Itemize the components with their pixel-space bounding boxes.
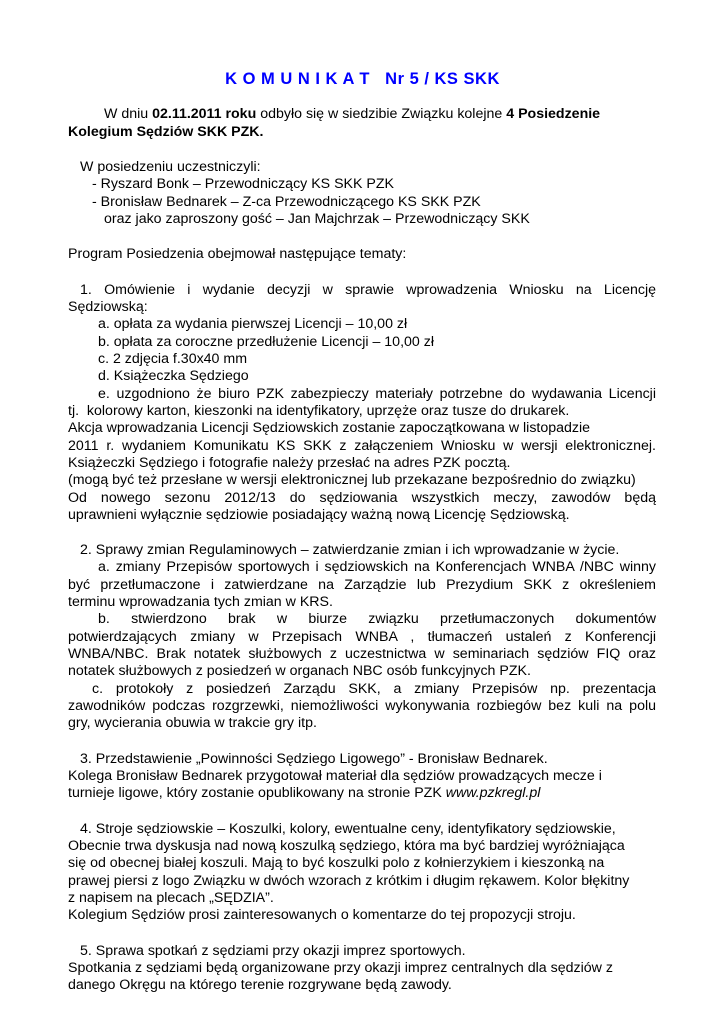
- section-1-item-e-cont: tj. kolorowy karton, kieszonki na identyfikatory, uprzęże oraz tusze do drukarek.: [68, 403, 570, 419]
- section-4-text-2: się od obecnej białej koszuli. Mają to być koszulki polo z kołnierzykiem i kieszonką na: [68, 855, 605, 871]
- attendees-heading: W posiedzeniu uczestniczyli:: [80, 159, 261, 175]
- section-3-text-2a: turnieje ligowe, który zostanie opublikowany na stronie PZK: [68, 785, 446, 801]
- pzk-website-link[interactable]: www.pzkregl.pl: [445, 785, 541, 801]
- intro-text-a: W dniu: [104, 106, 153, 122]
- section-1-item-d: d. Książeczka Sędziego: [98, 368, 249, 384]
- section-1-text-1: Akcja wprowadzania Licencji Sędziowskich zostanie zapoczątkowana w listopadzie: [68, 420, 591, 436]
- intro-text-b: odbyło się w siedzibie Związku kolejne: [256, 106, 507, 122]
- section-1-heading: 1. Omówienie i wydanie decyzji w sprawie wprowadzenia Wniosku na Licencję: [80, 282, 656, 298]
- section-2-item-a-2: być przetłumaczone i zatwierdzane na Zarządzie lub Prezydium SKK z określeniem: [68, 577, 656, 593]
- section-5-text-2: danego Okręgu na którego terenie rozgrywane będą zawody.: [68, 977, 452, 993]
- intro-line-1: [104, 106, 600, 123]
- section-4-text-5: Kolegium Sędziów prosi zainteresowanych o komentarze do tej propozycji stroju.: [68, 907, 576, 923]
- section-4-text-4: z napisem na plecach „SĘDZIA”.: [68, 890, 274, 906]
- section-3-text-1: Kolega Bronisław Bednarek przygotował materiał dla sędziów prowadzących mecze i: [68, 768, 602, 784]
- section-1-text-6: uprawnieni wyłącznie sędziowie posiadający ważną nową Licencję Sędziowską.: [68, 507, 570, 523]
- meeting-date: 02.11.2011 roku: [152, 106, 257, 122]
- intro-body-name: Kolegium Sędziów SKK PZK.: [68, 124, 264, 140]
- section-1-item-e: e. uzgodniono że biuro PZK zabezpieczy materiały potrzebne do wydawania Licencji: [98, 386, 656, 402]
- section-1-text-2: 2011 r. wydaniem Komunikatu KS SKK z załączeniem Wniosku w wersji elektronicznej.: [68, 438, 656, 454]
- document-title: K O M U N I K A T Nr 5 / KS SKK: [225, 70, 500, 88]
- section-2-item-b-3: WNBA/NBC. Brak notatek służbowych z uczestnictwa w seminariach sędziów FIQ oraz: [68, 646, 656, 662]
- section-3-heading: 3. Przedstawienie „Powinności Sędziego Ligowego” - Bronisław Bednarek.: [80, 751, 548, 767]
- section-5-text-1: Spotkania z sędziami będą organizowane przy okazji imprez centralnych dla sędziów z: [68, 960, 613, 976]
- program-heading: Program Posiedzenia obejmował następujące tematy:: [68, 246, 407, 262]
- section-2-item-a-1: a. zmiany Przepisów sportowych i sędziowskich na Konferencjach WNBA /NBC winny: [98, 559, 656, 575]
- section-4-text-3: prawej piersi z logo Związku w dwóch wzorach z krótkim i długim rękawem. Kolor błękitny: [68, 873, 630, 889]
- section-4-text-1: Obecnie trwa dyskusja nad nową koszulką sędziego, która ma być bardziej wyróżniająca: [68, 838, 625, 854]
- section-2-item-c-2: zawodników podczas rozgrzewki, niemożliwości wykonywania rozbiegów bez kuli na polu: [68, 698, 656, 714]
- section-4-heading: 4. Stroje sędziowskie – Koszulki, kolory, ewentualne ceny, identyfikatory sędziowskie,: [80, 821, 616, 837]
- section-1-item-b: b. opłata za coroczne przedłużenie Licencji – 10,00 zł: [98, 334, 434, 350]
- section-1-item-a: a. opłata za wydania pierwszej Licencji – 10,00 zł: [98, 316, 408, 332]
- section-1-text-5: Od nowego sezonu 2012/13 do sędziowania wszystkich meczy, zawodów będą: [68, 490, 656, 506]
- section-3-text-2: [68, 785, 540, 802]
- section-2-item-c-3: gry, wycierania obuwia w trakcie gry itp.: [68, 715, 317, 731]
- meeting-name: 4 Posiedzenie: [506, 106, 601, 122]
- section-2-item-c-1: c. protokoły z posiedzeń Zarządu SKK, a zmiany Przepisów np. prezentacja: [92, 681, 656, 697]
- intro-line-2: [68, 124, 264, 141]
- attendee-1: - Ryszard Bonk – Przewodniczący KS SKK PZK: [92, 176, 394, 192]
- section-1-text-4: (mogą być też przesłane w wersji elektronicznej lub przekazane bezpośrednio do związku): [68, 472, 636, 488]
- section-5-heading: 5. Sprawa spotkań z sędziami przy okazji imprez sportowych.: [80, 943, 466, 959]
- section-2-item-a-3: terminu wprowadzania tych zmian w KRS.: [68, 594, 333, 610]
- section-2-item-b-2: potwierdzających zmiany w Przepisach WNBA , tłumaczeń ustaleń z Konferencji: [68, 629, 656, 645]
- attendee-2: - Bronisław Bednarek – Z-ca Przewodniczącego KS SKK PZK: [92, 194, 481, 210]
- section-1-heading-cont: Sędziowską:: [68, 299, 148, 315]
- attendee-guest: oraz jako zaproszony gość – Jan Majchrzak – Przewodniczący SKK: [104, 211, 530, 227]
- section-1-text-3: Książeczki Sędziego i fotografie należy przesłać na adres PZK pocztą.: [68, 455, 511, 471]
- section-2-heading: 2. Sprawy zmian Regulaminowych – zatwierdzanie zmian i ich wprowadzanie w życie.: [80, 542, 620, 558]
- section-1-item-c: c. 2 zdjęcia f.30x40 mm: [98, 351, 248, 367]
- section-2-item-b-4: notatek służbowych z posiedzeń w organach NBC osób funkcyjnych PZK.: [68, 663, 531, 679]
- section-2-item-b-1: b. stwierdzono brak w biurze związku przetłumaczonych dokumentów: [98, 611, 656, 627]
